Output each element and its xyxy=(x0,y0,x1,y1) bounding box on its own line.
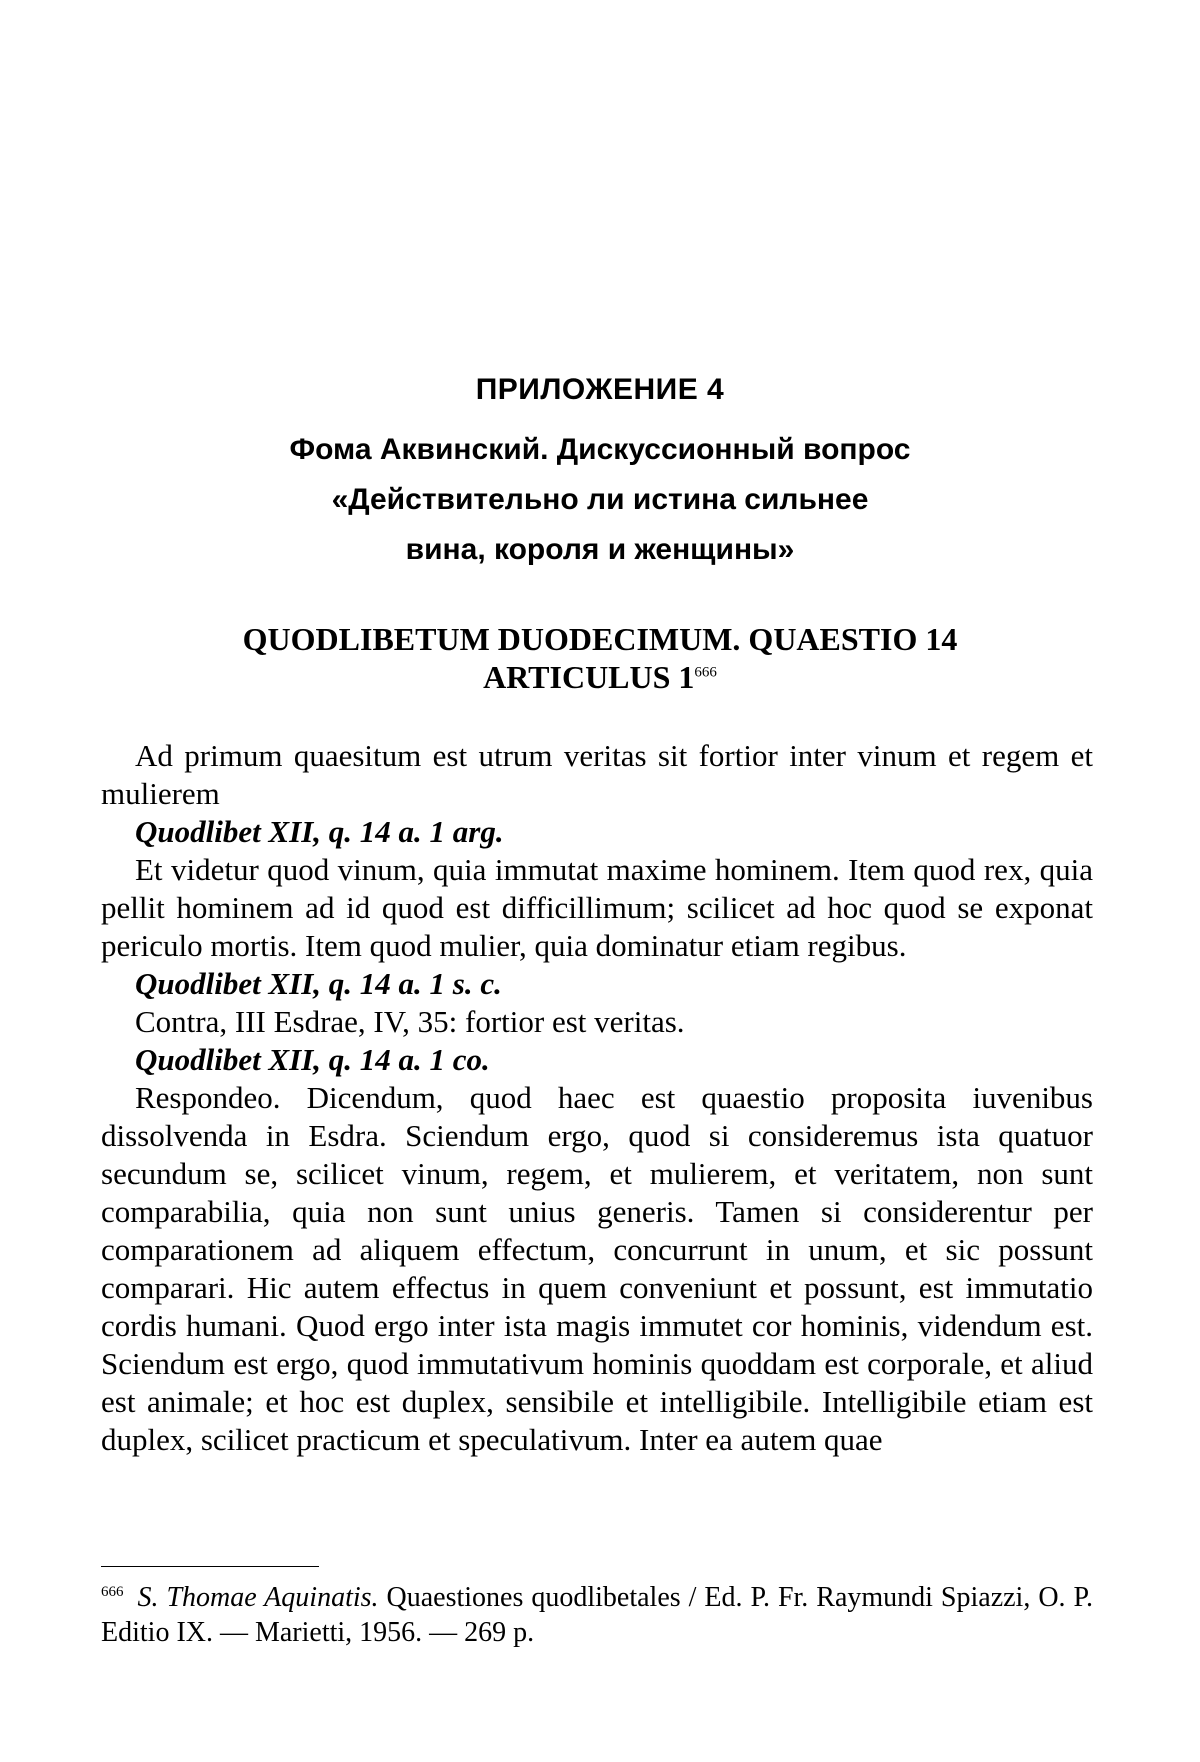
footnote-author: S. Thomae Aquinatis. xyxy=(137,1582,379,1613)
subtitle-line-3: вина, короля и женщины» xyxy=(405,533,795,566)
appendix-subtitle xyxy=(0,425,1200,575)
footnote xyxy=(101,1580,1093,1650)
footnote-divider xyxy=(101,1566,319,1567)
appendix-title: ПРИЛОЖЕНИЕ 4 xyxy=(475,373,725,406)
reference-heading-sed-contra: Quodlibet XII, q. 14 a. 1 s. c. xyxy=(135,966,502,1001)
intro-paragraph: Ad primum quaesitum est utrum veritas sit fortior inter vinum et regem et mulierem xyxy=(101,738,1093,811)
respondeo-paragraph: Respondeo. Dicendum, quod haec est quaestio proposita iuvenibus dissolvenda in Esdra. Sciendum ergo, quod si consideremus ista quatuor secundum se, scilicet vinum, regem, et mulierem, et veritatem, non sunt comparabilia, quia non sunt unius generis. Tamen si considerentur per comparationem ad aliquem effectum, concurrunt in unum, et sic possunt comparari. Hic autem effectus in quem conveniunt et possunt, est immutatio cordis humani. Quod ergo inter ista magis immutet cor hominis, videndum est. Sciendum est ergo, quod immutativum hominis quoddam est corporale, et aliud est animale; et hoc est duplex, sensibile et intelligibile. Intelligibile etiam est duplex, scilicet practicum et speculativum. Inter ea autem quae xyxy=(101,1080,1093,1457)
latin-heading xyxy=(0,620,1200,696)
latin-heading-line-1: QUODLIBETUM DUODECIMUM. QUAESTIO 14 xyxy=(242,621,958,657)
latin-heading-line-2 xyxy=(0,658,1200,696)
argument-paragraph: Et videtur quod vinum, quia immutat maxime hominem. Item quod rex, quia pellit hominem ad id quod est difficillimum; scilicet ad hoc quod se exponat periculo mortis. Item quod mulier, quia dominatur etiam regibus. xyxy=(101,852,1093,963)
main-text xyxy=(101,737,1093,1459)
footnote-text: Quaestiones quodlibetales / Ed. P. Fr. Raymundi Spiazzi, O. P. Editio IX. — Marietti, 1956. — 269 p. xyxy=(101,1582,1093,1648)
sed-contra-paragraph: Contra, III Esdrae, IV, 35: fortior est veritas. xyxy=(135,1004,685,1039)
reference-heading-arg: Quodlibet XII, q. 14 a. 1 arg. xyxy=(135,814,504,849)
reference-heading-corpus: Quodlibet XII, q. 14 a. 1 co. xyxy=(135,1042,490,1077)
latin-heading-article: ARTICULUS 1 xyxy=(483,659,695,695)
footnote-reference[interactable]: 666 xyxy=(694,664,717,681)
subtitle-line-2: «Действительно ли истина сильнее xyxy=(331,483,869,516)
footnote-number: 666 xyxy=(101,1583,124,1600)
subtitle-line-1: Фома Аквинский. Дискуссионный вопрос xyxy=(289,433,911,466)
